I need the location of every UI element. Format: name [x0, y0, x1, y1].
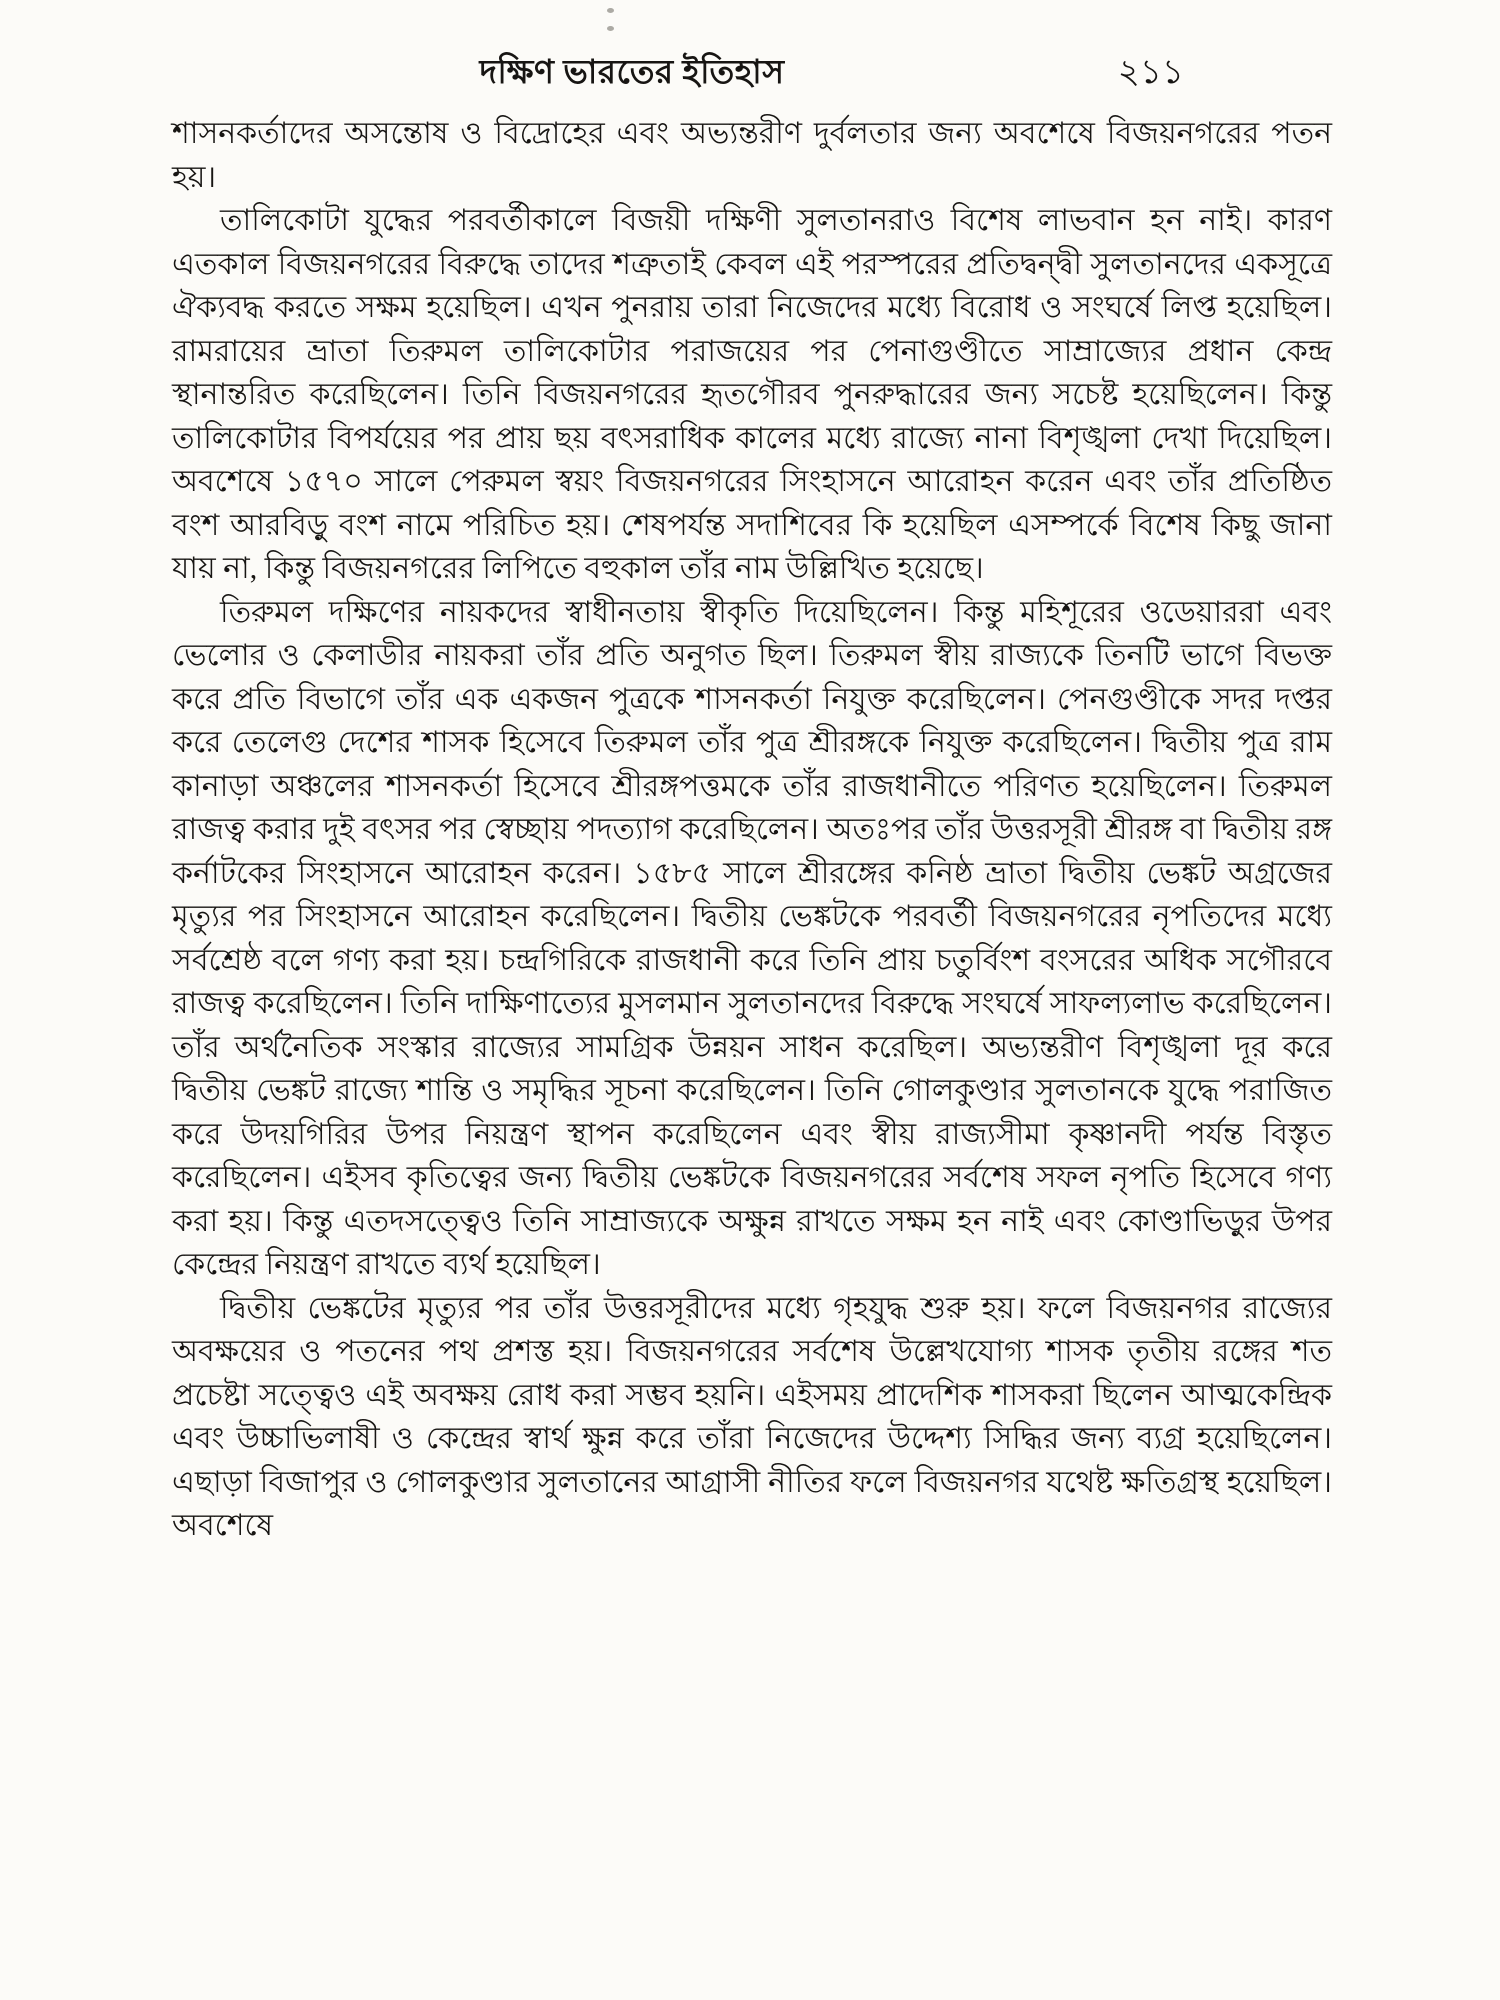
paragraph: তিরুমল দক্ষিণের নায়কদের স্বাধীনতায় স্বীকৃতি দিয়েছিলেন। কিন্তু মহিশূরের ওডেয়াররা এবং ভেলোর ও কেলাডীর নায়করা তাঁর প্রতি অনুগত ছিল। তিরুমল স্বীয় রাজ্যকে তিনটি ভাগে বিভক্ত করে প্রতি বিভাগে তাঁর এক একজন পুত্রকে শাসনকর্তা নিযুক্ত করেছিলেন। পেনগুণ্ডীকে সদর দপ্তর করে তেলেগু দেশের শাসক হিসেবে তিরুমল তাঁর পুত্র শ্রীরঙ্গকে নিযুক্ত করেছিলেন। দ্বিতীয় পুত্র রাম কানাড়া অঞ্চলের শাসনকর্তা হিসেবে শ্রীরঙ্গপত্তমকে তাঁর রাজধানীতে পরিণত হয়েছিলেন। তিরুমল রাজত্ব করার দুই বৎসর পর স্বেচ্ছায় পদত্যাগ করেছিলেন। অতঃপর তাঁর উত্তরসূরী শ্রীরঙ্গ বা দ্বিতীয় রঙ্গ কর্নাটকের সিংহাসনে আরোহন করেন। ১৫৮৫ সালে শ্রীরঙ্গের কনিষ্ঠ ভ্রাতা দ্বিতীয় ভেঙ্কট অগ্রজের মৃত্যুর পর সিংহাসনে আরোহন করেছিলেন। দ্বিতীয় ভেঙ্কটকে পরবর্তী বিজয়নগরের নৃপতিদের মধ্যে সর্বশ্রেষ্ঠ বলে গণ্য করা হয়। চন্দ্রগিরিকে রাজধানী করে তিনি প্রায় চতুর্বিংশ বংসরের অধিক সগৌরবে রাজত্ব করেছিলেন। তিনি দাক্ষিণাত্যের মুসলমান সুলতানদের বিরুদ্ধে সংঘর্ষে সাফল্যলাভ করেছিলেন। তাঁর অর্থনৈতিক সংস্কার রাজ্যের সামগ্রিক উন্নয়ন সাধন করেছিল। অভ্যন্তরীণ বিশৃঙ্খলা দূর করে দ্বিতীয় ভেঙ্কট রাজ্যে শান্তি ও সমৃদ্ধির সূচনা করেছিলেন। তিনি গোলকুণ্ডার সুলতানকে যুদ্ধে পরাজিত করে উদয়গিরির উপর নিয়ন্ত্রণ স্থাপন করেছিলেন এবং স্বীয় রাজ্যসীমা কৃষ্ণানদী পর্যন্ত বিস্তৃত করেছিলেন। এইসব কৃতিত্বের জন্য দ্বিতীয় ভেঙ্কটকে বিজয়নগরের সর্বশেষ সফল নৃপতি হিসেবে গণ্য করা হয়। কিন্তু এতদসত্ত্বেও তিনি সাম্রাজ্যকে অক্ষুন্ন রাখতে সক্ষম হন নাই এবং কোণ্ডাভিড়ুর উপর কেন্দ্রের নিয়ন্ত্রণ রাখতে ব্যর্থ হয়েছিল। [172, 595, 1332, 1281]
page-body [172, 112, 1332, 1548]
paragraph: তালিকোটা যুদ্ধের পরবর্তীকালে বিজয়ী দক্ষিণী সুলতানরাও বিশেষ লাভবান হন নাই। কারণ এতকাল বিজয়নগরের বিরুদ্ধে তাদের শত্রুতাই কেবল এই পরস্পরের প্রতিদ্বন্দ্বী সুলতানদের একসূত্রে ঐক্যবদ্ধ করতে সক্ষম হয়েছিল। এখন পুনরায় তারা নিজেদের মধ্যে বিরোধ ও সংঘর্ষে লিপ্ত হয়েছিল। রামরায়ের ভ্রাতা তিরুমল তালিকোটার পরাজয়ের পর পেনাগুণ্ডীতে সাম্রাজ্যের প্রধান কেন্দ্র স্থানান্তরিত করেছিলেন। তিনি বিজয়নগরের হৃতগৌরব পুনরুদ্ধারের জন্য সচেষ্ট হয়েছিলেন। কিন্তু তালিকোটার বিপর্যয়ের পর প্রায় ছয় বৎসরাধিক কালের মধ্যে রাজ্যে নানা বিশৃঙ্খলা দেখা দিয়েছিল। অবশেষে ১৫৭০ সালে পেরুমল স্বয়ং বিজয়নগরের সিংহাসনে আরোহন করেন এবং তাঁর প্রতিষ্ঠিত বংশ আরবিড়ু বংশ নামে পরিচিত হয়। শেষপর্যন্ত সদাশিবের কি হয়েছিল এসম্পর্কে বিশেষ কিছু জানা যায় না, কিন্তু বিজয়নগরের লিপিতে বহুকাল তাঁর নাম উল্লিখিত হয়েছে। [172, 204, 1332, 585]
paragraph-continuation: শাসনকর্তাদের অসন্তোষ ও বিদ্রোহের এবং অভ্যন্তরীণ দুর্বলতার জন্য অবশেষে বিজয়নগরের পতন হয়। [172, 117, 1332, 194]
page-title: দক্ষিণ ভারতের ইতিহাস [479, 55, 785, 91]
page-number: ২১১ [1117, 54, 1184, 91]
paragraph: দ্বিতীয় ভেঙ্কটের মৃত্যুর পর তাঁর উত্তরসূরীদের মধ্যে গৃহযুদ্ধ শুরু হয়। ফলে বিজয়নগর রাজ্যের অবক্ষয়ের ও পতনের পথ প্রশস্ত হয়। বিজয়নগরের সর্বশেষ উল্লেখযোগ্য শাসক তৃতীয় রঙ্গের শত প্রচেষ্টা সত্ত্বেও এই অবক্ষয় রোধ করা সম্ভব হয়নি। এইসময় প্রাদেশিক শাসকরা ছিলেন আত্মকেন্দ্রিক এবং উচ্চাভিলাষী ও কেন্দ্রের স্বার্থ ক্ষুন্ন করে তাঁরা নিজেদের উদ্দেশ্য সিদ্ধির জন্য ব্যগ্র হয়েছিলেন। এছাড়া বিজাপুর ও গোলকুণ্ডার সুলতানের আগ্রাসী নীতির ফলে বিজয়নগর যথেষ্ট ক্ষতিগ্রস্থ হয়েছিল। অবশেষে [172, 1291, 1332, 1542]
page-header [172, 46, 1332, 98]
scan-artifact [607, 8, 667, 18]
